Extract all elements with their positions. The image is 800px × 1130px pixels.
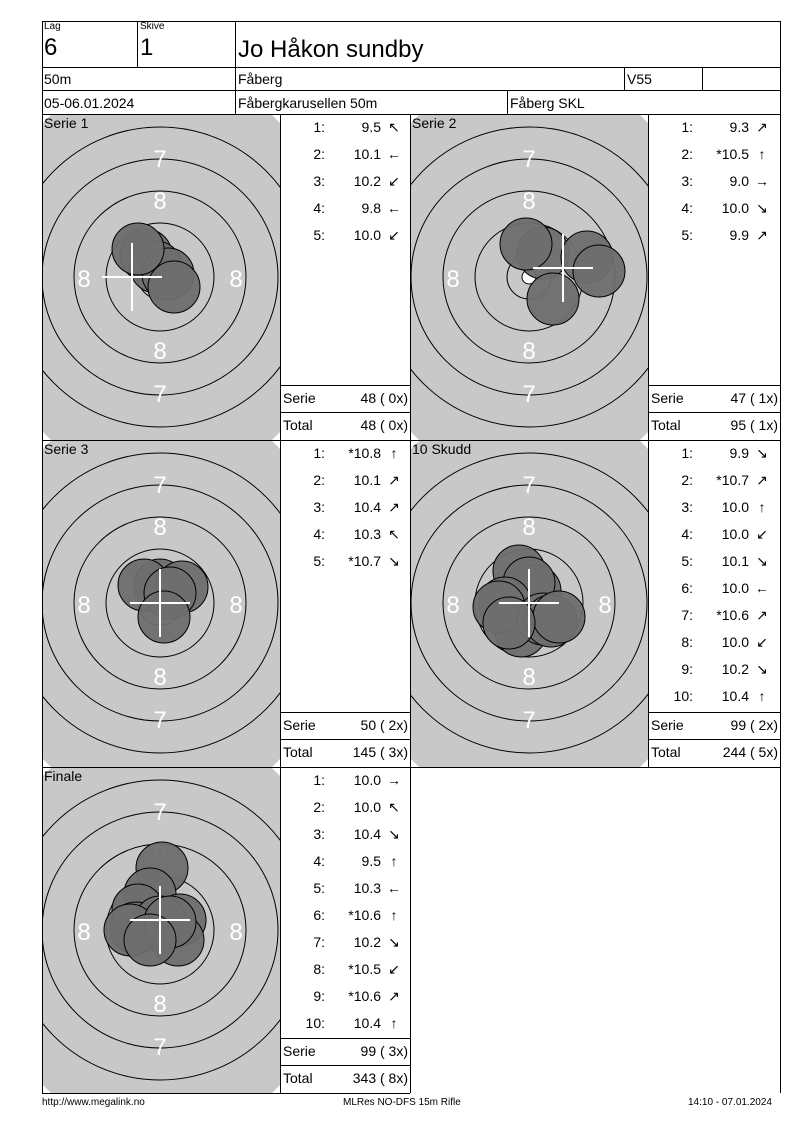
lag-label: Lag <box>44 21 61 32</box>
shot-hole <box>533 591 585 643</box>
target-svg <box>411 115 648 440</box>
shot-direction-arrow-icon: ↘ <box>756 553 768 569</box>
target-finale <box>43 768 280 1093</box>
target-10-skudd <box>411 441 648 767</box>
shot-row <box>281 933 410 951</box>
ring-label: 8 <box>229 919 243 946</box>
shot-direction-arrow-icon: ↘ <box>388 553 400 569</box>
total-value: 95 ( 1x) <box>730 417 778 433</box>
serie-label: Serie <box>651 390 684 406</box>
shot-direction-arrow-icon: ↗ <box>756 607 768 623</box>
shot-direction-arrow-icon: ↗ <box>756 472 768 488</box>
shot-score: 10.2 <box>353 934 381 950</box>
shot-row <box>649 525 780 543</box>
shot-direction-arrow-icon: ↑ <box>390 853 398 869</box>
serie-row <box>281 1042 410 1060</box>
shot-score: 10.1 <box>721 553 749 569</box>
shot-number: 6: <box>681 580 693 596</box>
shot-row <box>649 172 780 190</box>
shot-score: 10.3 <box>353 526 381 542</box>
shot-score: *10.7 <box>348 553 381 569</box>
shot-score: 10.0 <box>353 799 381 815</box>
shot-row <box>649 606 780 624</box>
shot-score: 9.9 <box>729 445 749 461</box>
total-label: Total <box>283 744 313 760</box>
shot-direction-arrow-icon: ↙ <box>388 961 400 977</box>
shot-number: 10: <box>673 688 693 704</box>
shot-direction-arrow-icon: ↗ <box>388 499 400 515</box>
shot-direction-arrow-icon: ↘ <box>756 661 768 677</box>
ring-label: 8 <box>522 338 536 365</box>
shot-score: 10.0 <box>721 634 749 650</box>
shot-number: 2: <box>681 146 693 162</box>
shot-number: 3: <box>313 826 325 842</box>
serie-value: 50 ( 2x) <box>360 717 408 733</box>
ring-label: 7 <box>153 472 167 499</box>
shot-number: 7: <box>681 607 693 623</box>
shot-row <box>649 552 780 570</box>
ring-label: 8 <box>229 592 243 619</box>
ring-label: 8 <box>522 664 536 691</box>
shot-row <box>281 960 410 978</box>
shot-score: 10.4 <box>353 499 381 515</box>
shot-score: *10.6 <box>348 988 381 1004</box>
target-svg <box>43 441 280 767</box>
scores-serie-1 <box>281 115 410 440</box>
panel-title: Serie 3 <box>44 441 89 457</box>
shot-row <box>649 687 780 705</box>
shot-direction-arrow-icon: ↖ <box>388 119 400 135</box>
shot-direction-arrow-icon: ↑ <box>390 445 398 461</box>
shot-score: 10.2 <box>353 173 381 189</box>
shot-direction-arrow-icon: ← <box>387 200 401 216</box>
shot-number: 9: <box>681 661 693 677</box>
shot-number: 8: <box>681 634 693 650</box>
shot-row <box>281 879 410 897</box>
serie-value: 99 ( 3x) <box>360 1043 408 1059</box>
shot-direction-arrow-icon: ← <box>387 880 401 896</box>
ring-label: 7 <box>153 707 167 734</box>
shot-score: 10.0 <box>353 772 381 788</box>
shot-number: 3: <box>681 499 693 515</box>
shot-direction-arrow-icon: ↖ <box>388 799 400 815</box>
serie-label: Serie <box>283 390 316 406</box>
shot-hole <box>573 245 625 297</box>
total-row <box>281 416 410 434</box>
club: Fåberg <box>238 71 283 87</box>
shot-hole <box>527 273 579 325</box>
shot-direction-arrow-icon: ↖ <box>388 526 400 542</box>
panel-title: 10 Skudd <box>412 441 472 457</box>
shot-hole <box>500 218 552 270</box>
shot-row <box>281 1014 410 1032</box>
shot-score: 9.5 <box>361 119 381 135</box>
ring-label: 7 <box>153 381 167 408</box>
shot-direction-arrow-icon: ↗ <box>756 119 768 135</box>
lag-value: 6 <box>44 34 58 61</box>
serie-row <box>281 716 410 734</box>
shot-score: 10.2 <box>721 661 749 677</box>
shot-direction-arrow-icon: ↗ <box>388 988 400 1004</box>
shot-row <box>649 498 780 516</box>
shot-score: 9.5 <box>361 853 381 869</box>
total-label: Total <box>283 1070 313 1086</box>
shot-direction-arrow-icon: → <box>387 772 401 788</box>
shot-number: 3: <box>313 173 325 189</box>
shot-score: 10.0 <box>721 200 749 216</box>
ring-label: 7 <box>153 146 167 173</box>
ring-label: 7 <box>522 472 536 499</box>
shot-score: *10.7 <box>716 472 749 488</box>
ring-label: 8 <box>77 919 91 946</box>
shot-row <box>281 525 410 543</box>
ring-label: 7 <box>522 146 536 173</box>
shot-row <box>649 226 780 244</box>
footer-timestamp: 14:10 - 07.01.2024 <box>688 1097 772 1108</box>
shot-direction-arrow-icon: ↙ <box>756 634 768 650</box>
shot-number: 1: <box>313 119 325 135</box>
scores-serie-3 <box>281 441 410 767</box>
shot-direction-arrow-icon: ↑ <box>758 146 766 162</box>
total-value: 244 ( 5x) <box>722 744 778 760</box>
panel-title: Finale <box>44 768 83 784</box>
shot-score: 10.4 <box>721 688 749 704</box>
shot-row <box>281 199 410 217</box>
ring-label: 8 <box>153 514 167 541</box>
total-value: 343 ( 8x) <box>352 1070 408 1086</box>
shot-direction-arrow-icon: ↘ <box>388 934 400 950</box>
shot-score: 9.8 <box>361 200 381 216</box>
target-serie-3 <box>43 441 280 767</box>
total-label: Total <box>651 744 681 760</box>
shot-score: 9.3 <box>729 119 749 135</box>
shot-number: 2: <box>313 799 325 815</box>
target-serie-1 <box>43 115 280 440</box>
serie-row <box>281 389 410 407</box>
shot-number: 2: <box>313 472 325 488</box>
shot-row <box>281 471 410 489</box>
class: V55 <box>627 71 652 87</box>
shot-hole <box>148 261 200 313</box>
shot-number: 1: <box>681 119 693 135</box>
event-name: Fåbergkarusellen 50m <box>238 95 378 111</box>
shot-direction-arrow-icon: ↑ <box>390 1015 398 1031</box>
shot-score: 9.0 <box>729 173 749 189</box>
shot-number: 8: <box>313 961 325 977</box>
shot-row <box>649 579 780 597</box>
ring-label: 8 <box>77 266 91 293</box>
serie-row <box>649 389 780 407</box>
ring-label: 7 <box>522 707 536 734</box>
serie-value: 99 ( 2x) <box>730 717 778 733</box>
total-row <box>649 416 780 434</box>
shot-score: *10.5 <box>716 146 749 162</box>
ring-label: 8 <box>598 592 612 619</box>
shot-score: 10.4 <box>353 1015 381 1031</box>
total-label: Total <box>651 417 681 433</box>
shot-number: 2: <box>313 146 325 162</box>
footer-software: MLRes NO-DFS 15m Rifle <box>343 1097 461 1108</box>
shot-row <box>281 798 410 816</box>
scores-finale <box>281 768 410 1093</box>
panel-title: Serie 2 <box>412 115 457 131</box>
total-row <box>649 743 780 761</box>
total-row <box>281 743 410 761</box>
ring-label: 8 <box>522 188 536 215</box>
shot-number: 5: <box>681 227 693 243</box>
total-row <box>281 1069 410 1087</box>
shot-row <box>649 660 780 678</box>
shot-number: 5: <box>313 227 325 243</box>
shot-hole <box>483 597 535 649</box>
shot-number: 1: <box>313 445 325 461</box>
shot-number: 3: <box>313 499 325 515</box>
shot-direction-arrow-icon: ← <box>755 580 769 596</box>
shot-direction-arrow-icon: ↗ <box>756 227 768 243</box>
shot-score: *10.6 <box>716 607 749 623</box>
shot-direction-arrow-icon: ↙ <box>388 227 400 243</box>
ring-label: 8 <box>153 664 167 691</box>
serie-label: Serie <box>283 1043 316 1059</box>
shot-number: 9: <box>313 988 325 1004</box>
shot-row <box>649 145 780 163</box>
serie-label: Serie <box>651 717 684 733</box>
shooter-name: Jo Håkon sundby <box>238 36 424 63</box>
shot-direction-arrow-icon: → <box>755 173 769 189</box>
total-value: 145 ( 3x) <box>352 744 408 760</box>
shot-score: 10.4 <box>353 826 381 842</box>
shot-row <box>281 771 410 789</box>
shot-score: 9.9 <box>729 227 749 243</box>
panel-title: Serie 1 <box>44 115 89 131</box>
shot-hole <box>124 914 176 966</box>
shot-number: 5: <box>681 553 693 569</box>
shot-number: 6: <box>313 907 325 923</box>
shot-row <box>649 444 780 462</box>
shot-row <box>649 471 780 489</box>
shot-row <box>649 199 780 217</box>
shot-number: 10: <box>305 1015 325 1031</box>
distance: 50m <box>44 71 72 87</box>
ring-label: 8 <box>446 266 460 293</box>
skive-label: Skive <box>140 21 165 32</box>
shot-score: 10.1 <box>353 472 381 488</box>
shot-direction-arrow-icon: ↘ <box>388 826 400 842</box>
shot-row <box>281 852 410 870</box>
skive-value: 1 <box>140 34 154 61</box>
shot-number: 4: <box>313 853 325 869</box>
scores-serie-2 <box>649 115 780 440</box>
ring-label: 8 <box>446 592 460 619</box>
shot-row <box>281 226 410 244</box>
shot-direction-arrow-icon: ↙ <box>756 526 768 542</box>
ring-label: 8 <box>153 991 167 1018</box>
shot-score: 10.0 <box>721 526 749 542</box>
shot-hole <box>112 223 164 275</box>
serie-row <box>649 716 780 734</box>
shot-score: 10.0 <box>353 227 381 243</box>
shot-row <box>649 118 780 136</box>
shot-direction-arrow-icon: ↑ <box>390 907 398 923</box>
footer-url[interactable]: http://www.megalink.no <box>42 1097 145 1108</box>
shot-score: *10.6 <box>348 907 381 923</box>
shot-direction-arrow-icon: ↗ <box>388 472 400 488</box>
shot-score: *10.5 <box>348 961 381 977</box>
shot-direction-arrow-icon: ↘ <box>756 445 768 461</box>
shot-number: 4: <box>313 526 325 542</box>
shot-score: 10.1 <box>353 146 381 162</box>
target-svg <box>411 441 648 767</box>
ring-label: 8 <box>77 592 91 619</box>
shot-row <box>281 906 410 924</box>
shot-number: 5: <box>313 553 325 569</box>
shot-row <box>649 633 780 651</box>
ring-label: 8 <box>229 266 243 293</box>
shot-number: 4: <box>681 200 693 216</box>
shot-row <box>281 552 410 570</box>
shot-row <box>281 444 410 462</box>
shot-score: *10.8 <box>348 445 381 461</box>
ring-label: 7 <box>153 1034 167 1061</box>
shot-row <box>281 498 410 516</box>
shot-row <box>281 987 410 1005</box>
scores-10-skudd <box>649 441 780 767</box>
serie-label: Serie <box>283 717 316 733</box>
target-svg <box>43 115 280 440</box>
shot-row <box>281 825 410 843</box>
target-svg <box>43 768 280 1093</box>
shot-direction-arrow-icon: ↘ <box>756 200 768 216</box>
shot-direction-arrow-icon: ↑ <box>758 688 766 704</box>
shot-number: 2: <box>681 472 693 488</box>
serie-value: 47 ( 1x) <box>730 390 778 406</box>
shot-score: 10.0 <box>721 580 749 596</box>
shot-row <box>281 118 410 136</box>
shot-number: 4: <box>681 526 693 542</box>
organizer: Fåberg SKL <box>510 95 585 111</box>
target-serie-2 <box>411 115 648 440</box>
shot-row <box>281 145 410 163</box>
shot-score: 10.0 <box>721 499 749 515</box>
ring-label: 8 <box>153 188 167 215</box>
shot-row <box>281 172 410 190</box>
ring-label: 8 <box>522 514 536 541</box>
shot-number: 5: <box>313 880 325 896</box>
shot-direction-arrow-icon: ↙ <box>388 173 400 189</box>
shot-number: 3: <box>681 173 693 189</box>
shot-number: 4: <box>313 200 325 216</box>
shot-direction-arrow-icon: ↑ <box>758 499 766 515</box>
shot-number: 1: <box>313 772 325 788</box>
total-value: 48 ( 0x) <box>360 417 408 433</box>
shot-hole <box>138 591 190 643</box>
total-label: Total <box>283 417 313 433</box>
ring-label: 8 <box>153 338 167 365</box>
serie-value: 48 ( 0x) <box>360 390 408 406</box>
shot-score: 10.3 <box>353 880 381 896</box>
shot-number: 1: <box>681 445 693 461</box>
shot-number: 7: <box>313 934 325 950</box>
ring-label: 7 <box>522 381 536 408</box>
ring-label: 7 <box>153 799 167 826</box>
date: 05-06.01.2024 <box>44 95 135 111</box>
shot-direction-arrow-icon: ← <box>387 146 401 162</box>
